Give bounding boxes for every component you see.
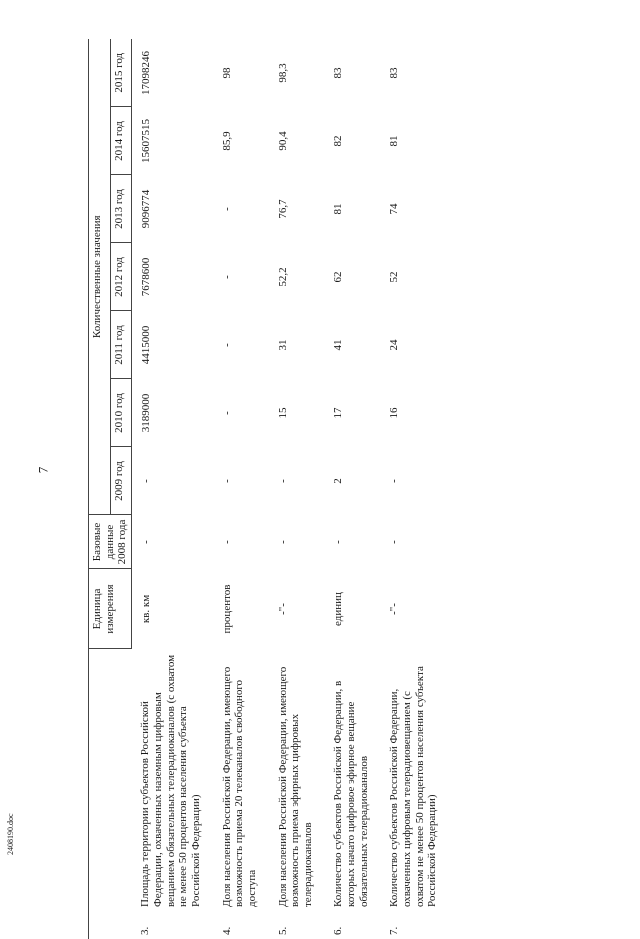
row-unit: процентов: [220, 584, 233, 634]
row-value-2015: 98: [220, 67, 233, 79]
row-value-2009: -: [220, 479, 233, 483]
row-unit: единиц: [332, 592, 345, 626]
row-value-2014: 90,4: [276, 131, 289, 151]
row-value-2013: -: [220, 207, 233, 211]
row-value-2011: 24: [388, 339, 401, 351]
header-year-2009: 2009 год: [110, 447, 131, 515]
row-value-2011: -: [220, 343, 233, 347]
row-description: Количество субъектов Российской Федерации, в которых начато цифровое эфирное вещание обязательных телерадиоканалов: [332, 680, 370, 907]
row-value-2013: 9096774: [139, 189, 152, 229]
header-year-2011: 2011 год: [110, 311, 131, 379]
header-quantitative: Количественные значения: [89, 39, 111, 515]
row-description: Доля населения Российской Федерации, имеющего возможность приема эфирных цифровых телерадиоканалов: [276, 666, 314, 907]
row-number: 5.: [276, 926, 289, 935]
row-value-2010: -: [220, 411, 233, 415]
row-value-2014: 15607515: [139, 119, 152, 163]
header-base: Базовые данные 2008 года: [89, 515, 132, 569]
row-value-2012: 62: [332, 271, 345, 283]
row-value-2009: -: [139, 479, 152, 483]
row-value-2015: 17098246: [139, 51, 152, 95]
row-value-2014: 85,9: [220, 131, 233, 151]
row-value-2012: -: [220, 275, 233, 279]
row-value-2015: 83: [332, 67, 345, 79]
row-value-2010: 17: [332, 407, 345, 419]
row-base: -: [276, 540, 289, 544]
row-value-2012: 52,2: [276, 267, 289, 287]
row-value-2012: 7678600: [139, 257, 152, 297]
header-year-2015: 2015 год: [110, 39, 131, 107]
row-base: -: [388, 540, 401, 544]
row-value-2013: 81: [332, 203, 345, 215]
table-row: [269, 39, 325, 939]
row-number: 3.: [139, 926, 152, 935]
header-year-2014: 2014 год: [110, 107, 131, 175]
table-row: [324, 39, 380, 939]
row-number: 4.: [220, 926, 233, 935]
row-description: Площадь территории субъектов Российской Федерации, охваченных наземным цифровым вещанием обязательных телерадиоканалов (с охватом не менее 50 процентов населения субъекта Российской Федерации): [139, 654, 202, 907]
row-unit: -"-: [388, 603, 401, 615]
row-value-2014: 81: [388, 135, 401, 147]
row-description: Количество субъектов Российской Федерации, охваченных цифровым телерадиовещанием (с охватом не менее 50 процентов населения субъекта Российской Федерации): [388, 666, 439, 907]
row-value-2014: 82: [332, 135, 345, 147]
page-number: 7: [35, 466, 51, 474]
header-year-2013: 2013 год: [110, 175, 131, 243]
table-row: [213, 39, 269, 939]
header-unit: Единица измерения: [89, 569, 132, 649]
row-value-2009: 2: [332, 478, 345, 484]
row-value-2010: 16: [388, 407, 401, 419]
row-number: 6.: [332, 926, 345, 935]
header-year-2012: 2012 год: [110, 243, 131, 311]
header-desc: [89, 649, 132, 911]
row-value-2011: 31: [276, 339, 289, 351]
row-value-2010: 15: [276, 407, 289, 419]
footer-code: 2408190.doc: [6, 813, 15, 855]
row-base: -: [139, 540, 152, 544]
row-value-2010: 3189000: [139, 393, 152, 433]
row-value-2015: 83: [388, 67, 401, 79]
row-value-2011: 41: [332, 339, 345, 351]
row-value-2009: -: [388, 479, 401, 483]
row-value-2013: 74: [388, 203, 401, 215]
row-value-2009: -: [276, 479, 289, 483]
table-row: [131, 39, 212, 939]
row-value-2013: 76,7: [276, 199, 289, 219]
row-base: -: [332, 540, 345, 544]
row-unit: -"-: [276, 603, 289, 615]
row-base: -: [220, 540, 233, 544]
row-number: 7.: [388, 926, 401, 935]
indicators-table: [88, 39, 640, 939]
row-value-2015: 98,3: [276, 63, 289, 83]
table-row: [380, 39, 449, 939]
row-value-2011: 4415000: [139, 325, 152, 365]
row-value-2012: 52: [388, 271, 401, 283]
row-description: Доля населения Российской Федерации, имеющего возможность приема 20 телеканалов свободного доступа: [220, 666, 258, 907]
row-unit: кв. км: [139, 594, 152, 624]
header-num: [89, 911, 132, 939]
header-year-2010: 2010 год: [110, 379, 131, 447]
